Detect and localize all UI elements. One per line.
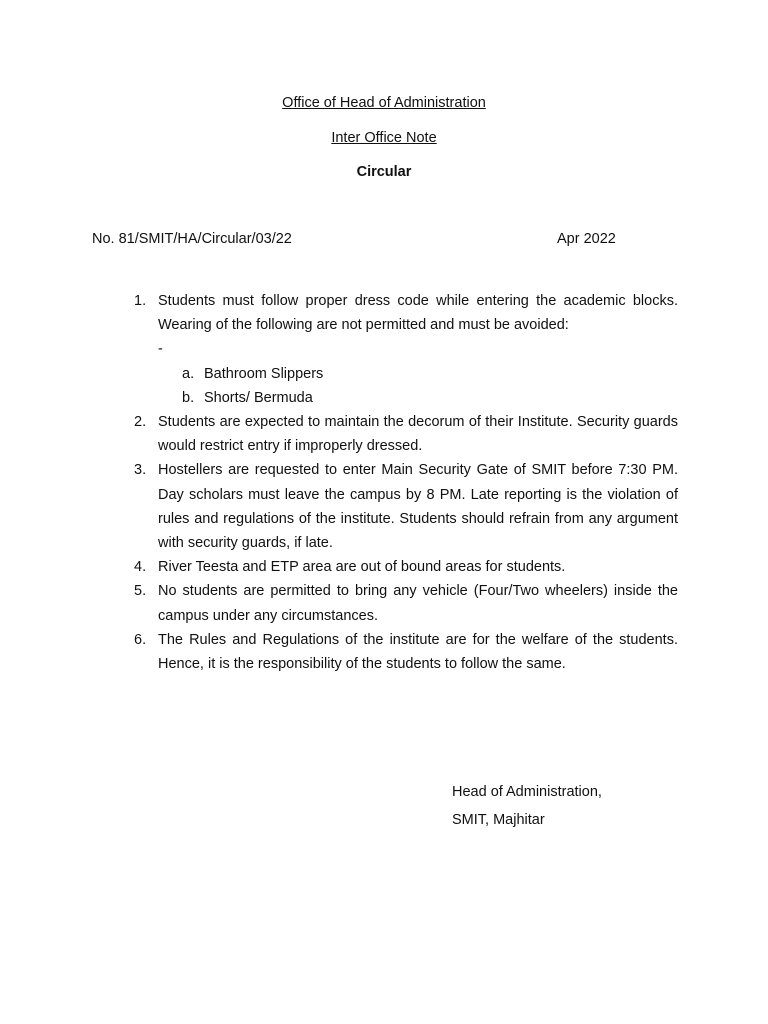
office-heading: Office of Head of Administration — [282, 95, 486, 111]
list-item — [128, 410, 678, 458]
sub-item-text: Shorts/ Bermuda — [204, 389, 313, 406]
sub-list — [158, 362, 678, 410]
signature-block — [452, 784, 602, 828]
item-text: Students are expected to maintain the decorum of their Institute. Security guards would restrict entry if improperly dressed. — [158, 414, 678, 455]
sub-list-item — [158, 362, 678, 386]
circular-number: No. 81/SMIT/HA/Circular/03/22 — [92, 231, 292, 247]
item-number: 1. — [134, 293, 147, 309]
list-item — [128, 579, 678, 627]
list-item — [128, 628, 678, 676]
signatory-title: Head of Administration, — [452, 784, 602, 800]
sub-item-text: Bathroom Slippers — [204, 365, 324, 382]
item-number: 3. — [134, 462, 147, 479]
list-item — [128, 289, 678, 410]
list-item — [128, 458, 678, 555]
item-text: Hostellers are requested to enter Main Security Gate of SMIT before 7:30 PM. Day scholars must leave the campus by 8 PM. Late reporting is the violation of rules and regulations of the institute. Students should refrain from any argument with security guards, if late. — [158, 462, 678, 552]
sub-item-letter: a. — [182, 365, 195, 382]
item-text: Students must follow proper dress code while entering the academic blocks. Wearing of the following are not permitted and must be avoided: — [158, 293, 678, 334]
item-number: 2. — [134, 414, 147, 431]
circular-date: Apr 2022 — [557, 231, 616, 247]
list-item — [128, 555, 678, 579]
item-dash: - — [158, 341, 163, 358]
note-type-heading: Inter Office Note — [331, 130, 437, 146]
sub-list-item — [158, 386, 678, 410]
sub-item-letter: b. — [182, 389, 195, 406]
doc-type-heading: Circular — [356, 164, 412, 180]
item-number: 4. — [134, 559, 147, 576]
item-text: No students are permitted to bring any vehicle (Four/Two wheelers) inside the campus under any circumstances. — [158, 583, 678, 624]
signatory-org: SMIT, Majhitar — [452, 812, 545, 828]
item-number: 5. — [134, 583, 147, 600]
item-text: The Rules and Regulations of the institute are for the welfare of the students. Hence, it is the responsibility of the students to follow the same. — [158, 631, 678, 673]
item-number: 6. — [134, 631, 147, 648]
item-text: River Teesta and ETP area are out of bound areas for students. — [158, 559, 566, 576]
rules-list — [128, 289, 678, 676]
